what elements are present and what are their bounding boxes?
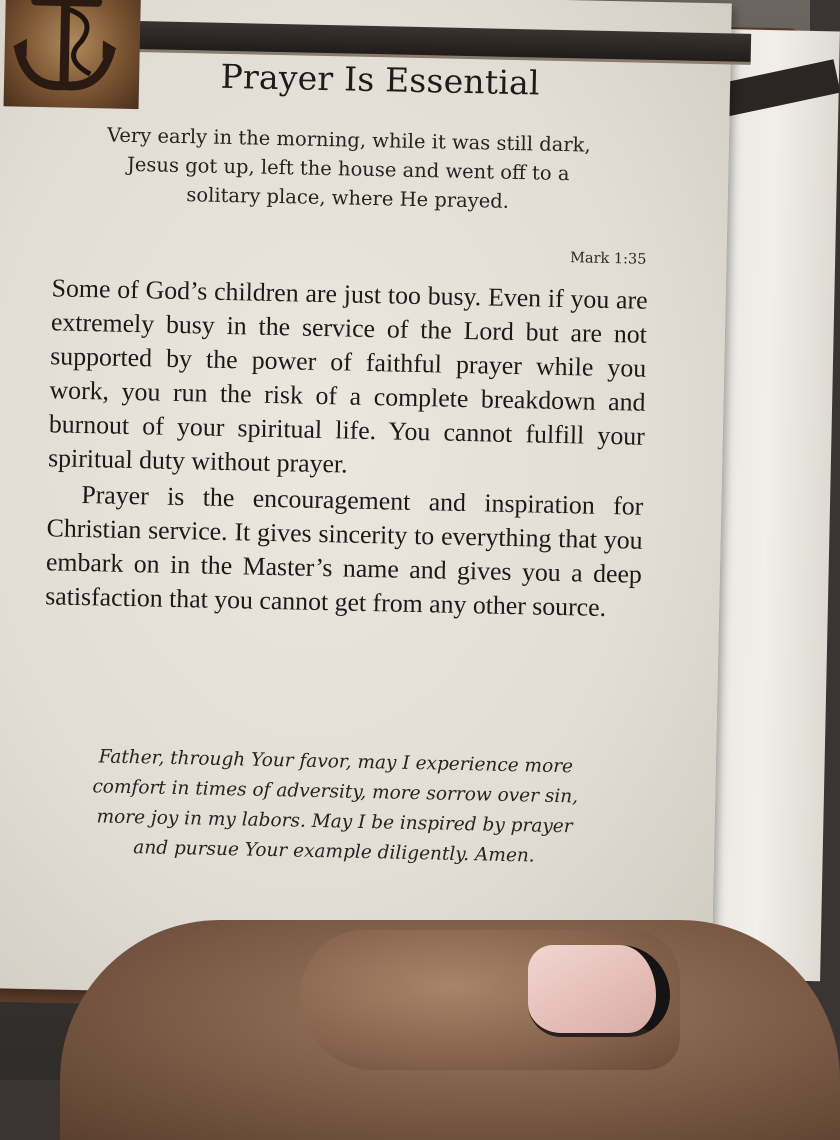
closing-prayer xyxy=(74,742,596,873)
verse-line: Jesus got up, left the house and went off to a xyxy=(126,152,570,186)
body-paragraph: Prayer is the encouragement and inspiration for Christian service. It gives sincerity to everything that you embark on in the Master’s name and gives you a deep satisfaction that you cannot get from any other source. xyxy=(44,479,644,622)
page-title: Prayer Is Essential xyxy=(220,56,541,103)
body-paragraph: Some of God’s children are just too busy. Even if you are extremely busy in the service of the Lord but are not supported by the power of faithful prayer while you work, you run the risk of a complete breakdown and burnout of your spiritual life. You cannot fulfill your spiritual duty without prayer. xyxy=(47,273,648,479)
prayer-line: and pursue Your example diligently. Amen. xyxy=(133,837,535,867)
prayer-line: comfort in times of adversity, more sorrow over sin, xyxy=(92,776,579,808)
prayer-line: more joy in my labors. May I be inspired by prayer xyxy=(96,806,573,838)
prayer-line: Father, through Your favor, may I experience more xyxy=(98,746,574,778)
verse-line: Very early in the morning, while it was still dark, xyxy=(106,123,591,157)
thumbnail-nail xyxy=(528,945,670,1037)
verse-reference: Mark 1:35 xyxy=(569,250,647,268)
anchor-icon xyxy=(4,0,141,109)
scripture-verse xyxy=(87,120,609,218)
verse-line: solitary place, where He prayed. xyxy=(186,183,510,213)
page-date xyxy=(0,789,2,860)
devotional-body xyxy=(45,271,648,625)
